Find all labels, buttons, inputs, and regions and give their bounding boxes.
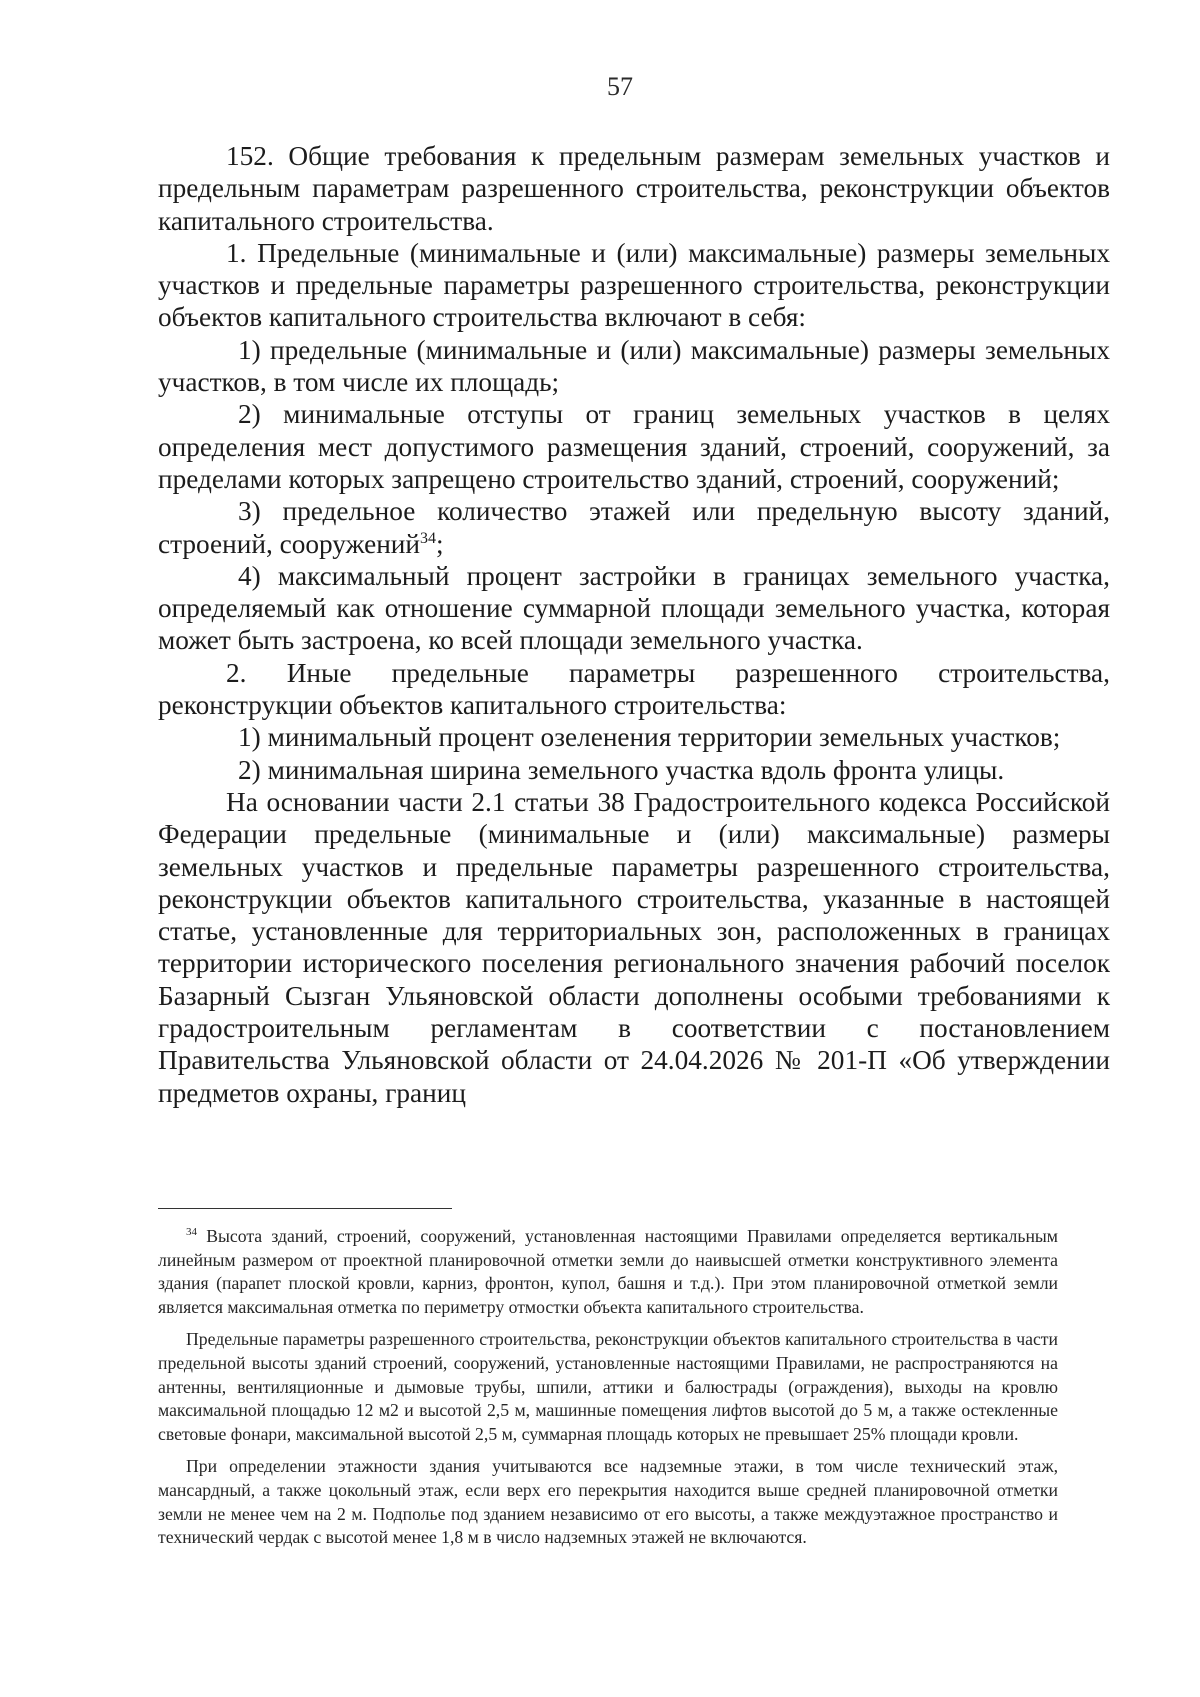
part-2-intro: 2. Иные предельные параметры разрешенного строительства, реконструкции объектов капитального строительства: (158, 657, 1110, 721)
part-2-item-2: 2) минимальная ширина земельного участка вдоль фронта улицы. (238, 754, 1005, 785)
part-1-item-3-text: 3) предельное количество этажей или предельную высоту зданий, строений, сооружений (158, 496, 1110, 559)
page-number: 57 (607, 72, 633, 101)
footnote-34-text-2: Предельные параметры разрешенного строительства, реконструкции объектов капитального строительства в части предельной высоты зданий строений, сооружений, установленные настоящими Правилами, не распространяются на антенны, вентиляционные и дымовые трубы, шпили, аттики и балюстрады (ограждения), выходы на кровлю максимальной площадью 12 м2 и высотой 2,5 м, машинные помещения лифтов высотой до 5 м, а также остекленные световые фонари, максимальной высотой 2,5 м, суммарная площадь которых не превышает 25% площади кровли. (158, 1329, 1058, 1444)
part-1-item-4: 4) максимальный процент застройки в границах земельного участка, определяемый как отношение суммарной площади земельного участка, которая может быть застроена, ко всей площади земельного участка. (158, 560, 1110, 656)
footnote-separator (158, 1208, 452, 1209)
part-2-item-1: 1) минимальный процент озеленения территории земельных участков; (238, 722, 1061, 753)
part-1-intro: 1. Предельные (минимальные и (или) максимальные) размеры земельных участков и предельные параметры разрешенного строительства, реконструкции объектов капитального строительства включают в себя: (158, 237, 1110, 333)
footnote-34-text-3: При определении этажности здания учитываются все надземные этажи, в том числе технический этаж, мансардный, а также цокольный этаж, если верх его перекрытия находится выше средней планировочной отметки земли не менее чем на 2 м. Подполье под зданием независимо от его высоты, а также междуэтажное пространство и технический чердак с высотой менее 1,8 м в число надземных этажей не включаются. (158, 1456, 1058, 1548)
part-1-item-2: 2) минимальные отступы от границ земельных участков в целях определения мест допустимого размещения зданий, строений, сооружений, за пределами которых запрещено строительство зданий, строений, сооружений; (158, 399, 1110, 494)
part-1-item-1: 1) предельные (минимальные и (или) максимальные) размеры земельных участков, в том числе их площадь; (158, 334, 1110, 398)
part-1-item-3 (158, 495, 1110, 560)
article-body (158, 140, 1110, 1109)
footnotes (158, 1225, 1058, 1559)
footnote-34 (158, 1225, 1058, 1319)
article-heading: 152. Общие требования к предельным размерам земельных участков и предельным параметрам разрешенного строительства, реконструкции объектов капитального строительства. (158, 141, 1110, 236)
part-1-item-3-tail: ; (436, 528, 444, 559)
closing-paragraph: На основании части 2.1 статьи 38 Градостроительного кодекса Российской Федерации предельные (минимальные и (или) максимальные) размеры земельных участков и предельные параметры разрешенного строительства, реконструкции объектов капитального строительства, указанные в настоящей статье, установленные для территориальных зон, расположенных в границах территории исторического поселения регионального значения рабочий поселок Базарный Сызган Ульяновской области дополнены особыми требованиями к градостроительным регламентам в соответствии с постановлением Правительства Ульяновской области от 24.04.2026 № 201-П «Об утверждении предметов охраны, границ (158, 786, 1110, 1108)
footnote-ref-34[interactable]: 34 (420, 529, 437, 547)
footnote-mark: 34 (186, 1226, 197, 1239)
footnote-34-text-1: Высота зданий, строений, сооружений, установленная настоящими Правилами определяется вертикальным линейным размером от проектной планировочной отметки земли до наивысшей отметки конструктивного элемента здания (парапет плоской кровли, карниз, фронтон, купол, башня и т.д.). При этом планировочной отметкой земли является максимальная отметка по периметру отмостки объекта капитального строительства. (158, 1226, 1058, 1317)
